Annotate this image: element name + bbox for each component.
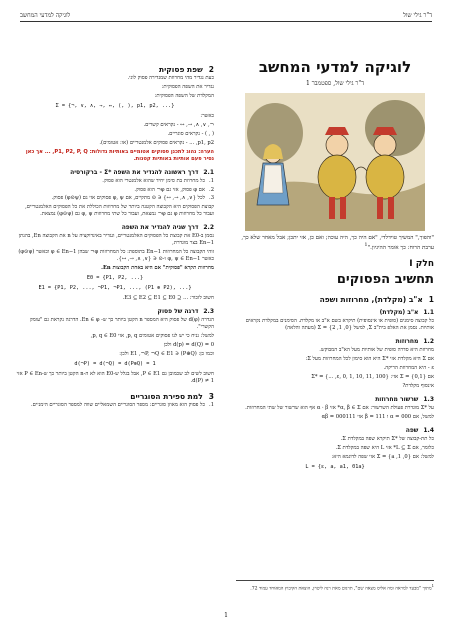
paragraph-kleene-star: אם Σ היא מקלדת אזי *Σ היא הוא סימון לכל המחרוזות מעל Σ: [305, 355, 434, 362]
paragraph-empty-string: ε - היא המחרוזת הריקה. [383, 364, 434, 371]
paragraph-language: כל תת-קבוצה של *Σ תיקרא שפה במקלדת Σ. [340, 435, 434, 442]
section-number: 1.1 [423, 308, 434, 316]
section-title: שפה [405, 426, 419, 434]
math-language-example: L = {ε, a, a1, 01a} [305, 463, 365, 470]
part-label: חלק I [409, 258, 434, 269]
paragraph-inductive-def: נסמן ב-E0 את קבוצת כל הפסוקים האלמנטריים, ונגדיר באינדוקציה על n את הקבוצה En, בהנתן En−1 בצר מוגדרת, [18, 233, 214, 246]
section-number: 2.2 [203, 224, 214, 231]
section-1-4-heading [236, 427, 434, 434]
header-author: ד"ר גילי שול [403, 12, 432, 19]
section-title: דרגה של פסוק [157, 308, 199, 315]
section-number: 3 [208, 392, 214, 401]
section-1-1-heading [236, 309, 434, 316]
section-number: 1.3 [423, 395, 434, 403]
paragraph-propositional-keyboard: המקלדת של השפה הפסוקית: [154, 93, 214, 99]
section-title: מחרוזות [395, 337, 419, 345]
document-title: לוגיקה למדעי המחשב [258, 58, 412, 76]
section-title: דרך שניה להגדיר את השפה [121, 224, 199, 231]
paragraph-degree-example: למשל: נניח כי יש לנו פסוקים אטומים p, q, אזי p, q ∈ E0, [90, 333, 214, 339]
section-number: 2.3 [203, 308, 214, 315]
paragraph-infinite-question: אינסוף מקלדת? [402, 382, 434, 389]
list-item: 1. כל מחרוזת בת סימן יחיד שהוא אלמנטרי הוא פסוק. [102, 178, 214, 184]
paragraph-parentheses: ( , ) - נקראים סוגריים. [167, 131, 214, 137]
paragraph-propositional-define: נגדיר את השפה הפסוקית: [161, 84, 214, 90]
section-number: 1 [428, 294, 434, 304]
list-item: 3. לכל {∨, ∧, →, ↔} ∈ ⊙ מתקיים, אם φ, ψ פסוקים אזי גם (φ⊙ψ) פסוק. [51, 195, 214, 201]
paragraph-language-subset: כלומר, אם L ⊆ Σ* אזי L היא שפה במקלדת Σ. [335, 444, 434, 451]
section-number: 1.4 [423, 426, 434, 434]
epigraph-quote [236, 235, 434, 253]
parentheses-lemma-list [16, 402, 214, 409]
paragraph-atoms: p1, p2, ... - נקראים פסוקים אלמנטריים (או: אטומים). [99, 140, 214, 146]
section-2-3-heading [16, 308, 214, 315]
math-sigma-definition: Σ = {¬, ∨, ∧, →, ↔, (, ), p1, p2, ...} [55, 103, 175, 109]
footnote: $^1$מתוך "מבעד למראה ומה אליס מצאה שם", תרגום מאת רנה ליטוין, הוצאת הקיבוץ המאוחד עמוד 72. [236, 580, 434, 593]
running-header [20, 12, 432, 22]
section-1-2-heading [236, 338, 434, 345]
section-number: 1.2 [423, 337, 434, 345]
section-title: א"ב (מקלדת), מחרוזות ושפה [319, 294, 423, 304]
section-2-2-heading [16, 224, 214, 231]
paragraph-degree-e1: וכמו כן: (P⊕Q) ∈ E1 ,¬P, ¬Q ∈ E1 ולכן: [119, 351, 214, 357]
section-2-heading [16, 66, 214, 73]
section-number: 2 [208, 65, 214, 74]
math-degree-one: d(¬P) = d(¬Q) = d(P⊕Q) = 1 [74, 361, 156, 367]
paragraph-language-example: למשל: אם {0, 1, a} = Σ אזי שפה לדוגמא היא: [331, 453, 434, 460]
right-column [236, 58, 434, 474]
section-title: א"ב (מקלדת) [379, 308, 419, 316]
paragraph-degree-definition: הגדרה d(φ) של פסוק היא המספר n הקטן ביותר כך ש- En ∈ φ. הדרגה נקראת גם "עומק הקשרי". [29, 317, 214, 330]
section-number: 2.1 [203, 169, 214, 176]
document-author: ד"ר גילי שול, ספטמבר 1 [305, 80, 365, 87]
footnote-text: מתוך "מבעד למראה ומה אליס מצאה שם", תרגום מאת רנה ליטוין, הוצאת הקיבוץ המאוחד עמוד 72. [250, 586, 432, 592]
section-title: שפת פסוקית [158, 65, 203, 74]
paragraph-concatenation-example: למשל, אם 000 = α ו 111 = β אזי 000111 = αβ [321, 413, 434, 420]
paragraph-alphabet: כל קבוצה סימנים (סופית או אינסופית) תיקרא בשם א"ב או מקלדת. הסימנים במקלדת נקראים אותיות. נסמן את האלפ בית"ב Σ, למשל {0, 1, 2} = Σ (מעתה והלאה) [245, 317, 434, 331]
paragraph-concatenation: על *Σ מוגדרת פעולת השרשור: אם α, β ∈ Σ* אזי α · β אף הוא שרשור של שתי המחרוזות. [245, 404, 434, 411]
paragraph-strings-example: אם {0,1} = Σ אזי: {ε, 0, 1, 10, 11, 100, ...} = *Σ [311, 373, 434, 380]
tweedle-illustration [245, 93, 425, 231]
paragraph-inductive-step: זוהי הקבוצה כל המחרוזות En−1 בתוספת: כל המחרוזות φ¬ שבהן φ ∈ En−1 וכאשר (φ⊙ψ) כאשר φ, ψ ∈ En−1 ו-⊙ ∈ {∨, ∧, →, ↔}. [18, 249, 214, 262]
section-title: שרשור מחרוזות [375, 395, 419, 403]
section-title: דרך ראשונה להגדיר את השפה *Σ - ברקורסיה [70, 169, 199, 176]
recursive-definition-list [16, 178, 214, 202]
paragraph-propositional-intro: כעת נגדיר מהי מחרוזת שמגדירה פסוק לוגי. [127, 75, 214, 81]
math-e0: E0 = {P1, P2, ...} [86, 275, 144, 281]
section-title: למת ספירת הסוגריים [130, 392, 203, 401]
paragraph-strings: מחרוזת היא סדרה סופית של אותיות מעל הא"ב המבוקש. [319, 346, 434, 353]
paragraph-where: כאשר: [200, 113, 214, 119]
section-1-heading [236, 296, 434, 303]
paragraph-chain-inclusion: חשוב לזכור: ... ⊆ E3 ⊆ E2 ⊆ E1 ⊆ E0. [122, 295, 214, 301]
paragraph-formula-set: קבוצת הפסוקים היא הקבוצה הקטנה ביותר של מחרוזות הכוללת את כל הפסוקים האלמנטריים, ועבור כל מחרוזות φ גם φ¬ נמצאת, ועבור כל שתי מחרוזות φ, ψ גם (φ⊙ψ) נמצאת. [25, 204, 214, 217]
list-item: 1. כל פסוק הוא מאוזן סוגריים: מספר הסוגריים השמאליים שווה למספר הסוגריים הימניים. [30, 402, 214, 408]
paragraph-formula-membership: מחרוזות תקרא "פסוקית" אם היא באחת הקבוצות En. [101, 265, 214, 271]
header-course-title: לוגיקה למדעי המחשב [20, 12, 71, 19]
list-item: 2. אם φ פסוק, אזי גם φ¬ הוא פסוק. [134, 186, 214, 193]
footnote-marker: 1 [364, 243, 368, 249]
paragraph-degree-remark: חשוב לשים לב שכמובן גם P ∈ E1, אבל בגלל ש-E0 הוא לא ה-n הקטן ביותר כך ש-P ∈ En אזי d(P) ≠ 1. [16, 371, 214, 384]
part-title: תחשיב הפסוקים [336, 271, 434, 287]
paragraph-degree-zero: d(p) = d(Q) = 0 ולכן [163, 342, 214, 348]
page-number: 1 [224, 612, 228, 619]
illustration-drawing [245, 93, 425, 231]
highlighted-note: הערה: נהוג לתכנן פסוקים אטומיים באותיות גדולות: P1, P2, P, Q, ... אך כאן נסיר פעם אותיות באותיות קטנות. [25, 149, 214, 162]
epigraph-text: "והפוך," המשיך טוידלדי, "אם היה כך, היה עוכה; ואם כן, אזי יתכן; אבל מאחר שלא כך, ערבת הרוח: כך אומר ההיגיון." [241, 235, 434, 252]
math-e1: E1 = {P1, P2, ..., ¬P1, ¬P1, ..., (P1 ⊕ P2), ...} [38, 285, 192, 291]
section-3-heading [16, 393, 214, 400]
left-column [16, 58, 214, 409]
paragraph-connectives: ¬, ∨, ∧, →, ↔ - נקראים קשרים. [143, 122, 214, 128]
section-2-1-heading [16, 169, 214, 176]
section-1-3-heading [236, 396, 434, 403]
